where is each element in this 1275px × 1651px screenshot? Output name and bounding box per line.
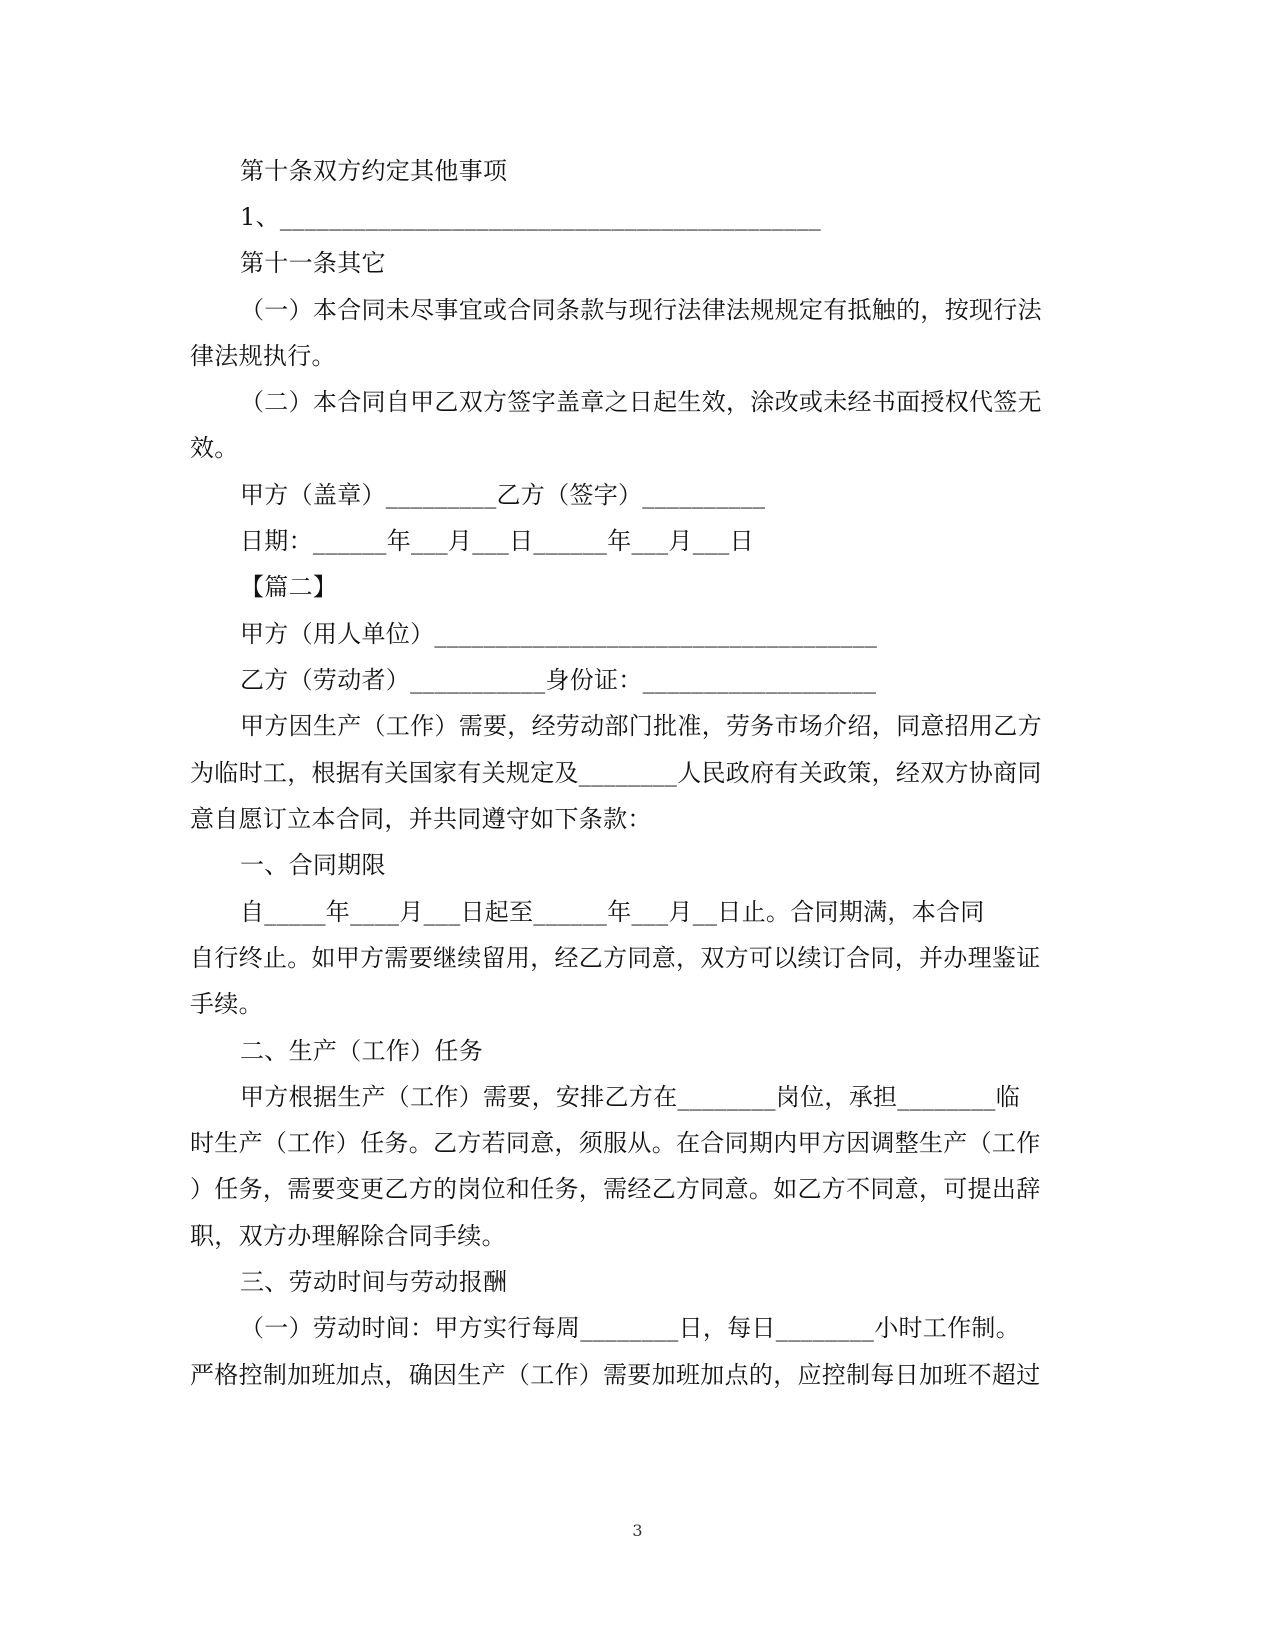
contract-term-line-2: 自行终止。如甲方需要继续留用，经乙方同意，双方可以续订合同，并办理鉴证	[190, 944, 1041, 972]
work-task-line-2: 时生产（工作）任务。乙方若同意，须服从。在合同期内甲方因调整生产（工作	[190, 1129, 1041, 1157]
signature-line: 甲方（盖章）_________乙方（签字）__________	[240, 481, 766, 509]
agreement-item-1: 1、____________________________________________	[240, 203, 822, 231]
article-10-heading: 第十条双方约定其他事项	[240, 157, 508, 185]
clause-2-text: （二）本合同自甲乙双方签字盖章之日起生效，涂改或未经书面授权代签无	[240, 388, 1042, 416]
article-11-heading: 第十一条其它	[240, 249, 386, 277]
party-a-line: 甲方（用人单位）____________________________________	[240, 620, 878, 648]
working-hours-line-1: （一）劳动时间：甲方实行每周________日，每日________小时工作制。	[240, 1314, 1020, 1342]
section-two-heading: 【篇二】	[240, 573, 338, 601]
working-hours-line-2: 严格控制加班加点，确因生产（工作）需要加班加点的，应控制每日加班不超过	[190, 1361, 1041, 1389]
date-line: 日期：______年___月___日______年___月___日	[240, 527, 754, 555]
work-task-line-3: ）任务，需要变更乙方的岗位和任务，需经乙方同意。如乙方不同意，可提出辞	[190, 1175, 1041, 1203]
work-task-line-4: 职，双方办理解除合同手续。	[190, 1222, 506, 1250]
clause-1-text: （一）本合同未尽事宜或合同条款与现行法律法规规定有抵触的，按现行法	[240, 296, 1042, 324]
intro-paragraph-line-2: 为临时工，根据有关国家有关规定及________人民政府有关政策，经双方协商同	[190, 759, 1042, 787]
contract-term-line-3: 手续。	[190, 990, 263, 1018]
working-hours-heading: 三、劳动时间与劳动报酬	[240, 1268, 508, 1296]
intro-paragraph-line-3: 意自愿订立本合同，并共同遵守如下条款：	[190, 805, 652, 833]
contract-term-line-1: 自_____年____月___日起至______年___月__日止。合同期满，本合同	[240, 898, 985, 926]
clause-2-continuation: 效。	[190, 434, 239, 462]
contract-term-heading: 一、合同期限	[240, 851, 386, 879]
work-task-heading: 二、生产（工作）任务	[240, 1037, 483, 1065]
work-task-line-1: 甲方根据生产（工作）需要，安排乙方在________岗位，承担________临	[240, 1083, 1020, 1111]
intro-paragraph-line-1: 甲方因生产（工作）需要，经劳动部门批准，劳务市场介绍，同意招用乙方	[240, 712, 1042, 740]
party-b-line: 乙方（劳动者）___________身份证：___________________	[240, 666, 877, 694]
clause-1-continuation: 律法规执行。	[190, 342, 336, 370]
page-number: 3	[632, 1521, 643, 1540]
